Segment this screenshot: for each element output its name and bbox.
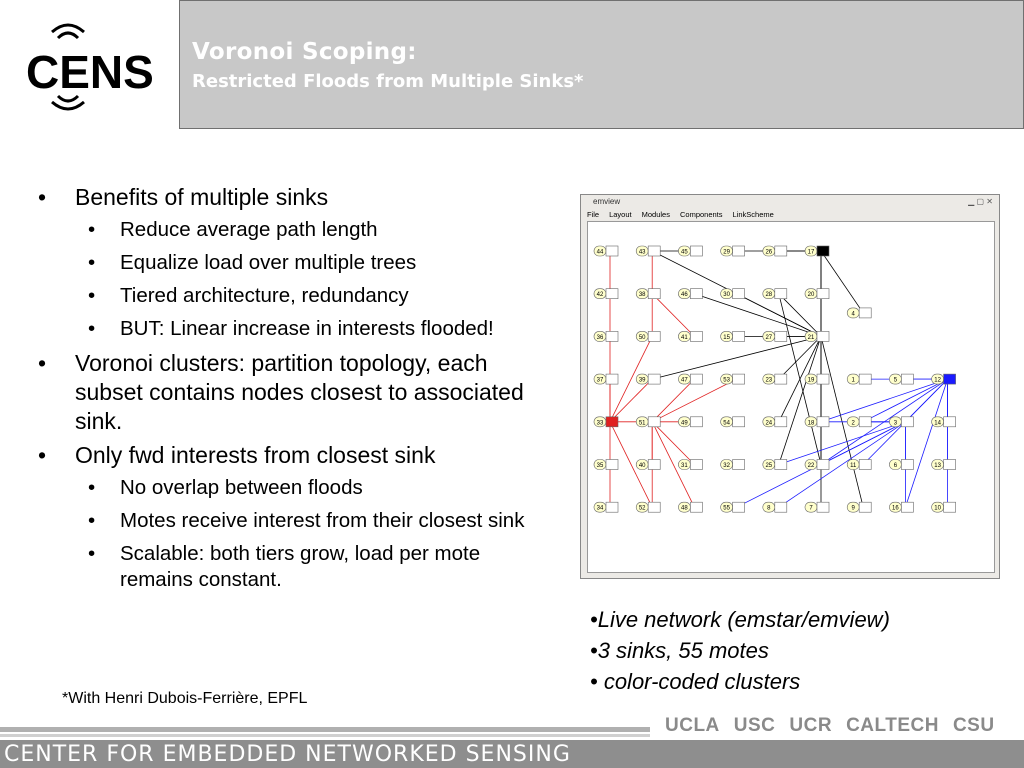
emview-title: emview bbox=[593, 197, 621, 206]
mote-node[interactable] bbox=[763, 460, 787, 470]
bullet-item: • No overlap between floods bbox=[38, 475, 548, 501]
footer-center-name: CENTER FOR EMBEDDED NETWORKED SENSING bbox=[4, 742, 571, 767]
mote-label: 19 bbox=[807, 377, 815, 384]
mote-label: 16 bbox=[892, 505, 899, 512]
mote-label: 37 bbox=[596, 377, 604, 384]
network-link bbox=[652, 422, 694, 465]
mote-node[interactable] bbox=[636, 246, 660, 256]
mote-node[interactable] bbox=[678, 502, 702, 512]
mote-node[interactable] bbox=[721, 417, 745, 427]
mote-label: 9 bbox=[851, 505, 855, 512]
mote-node[interactable] bbox=[721, 331, 745, 341]
university-label: UCLA bbox=[665, 715, 720, 736]
mote-node[interactable] bbox=[721, 246, 745, 256]
mote-label: 25 bbox=[765, 463, 773, 469]
mote-node[interactable] bbox=[636, 331, 660, 341]
mote-node[interactable] bbox=[636, 502, 660, 512]
mote-node[interactable] bbox=[636, 289, 660, 299]
mote-label: 42 bbox=[596, 292, 604, 299]
mote-node[interactable] bbox=[721, 502, 745, 512]
mote-node[interactable] bbox=[678, 460, 702, 470]
network-link bbox=[737, 294, 821, 337]
network-graph bbox=[588, 222, 994, 572]
mote-node[interactable] bbox=[721, 289, 745, 299]
bullet-item: • Only fwd interests from closest sink bbox=[38, 441, 548, 470]
network-link bbox=[905, 379, 947, 507]
network-link bbox=[652, 336, 821, 379]
network-link bbox=[652, 294, 694, 337]
mote-label: 22 bbox=[807, 463, 815, 469]
mote-label: 3 bbox=[893, 420, 898, 427]
mote-label: 47 bbox=[681, 377, 688, 384]
menu-item-layout[interactable]: Layout bbox=[609, 210, 632, 219]
mote-label: 20 bbox=[807, 292, 815, 299]
bullet-item: • Tiered architecture, redundancy bbox=[38, 283, 548, 309]
mote-node[interactable] bbox=[594, 246, 618, 256]
mote-label: 10 bbox=[934, 505, 941, 512]
mote-node[interactable] bbox=[763, 331, 787, 341]
mote-node[interactable] bbox=[889, 374, 913, 384]
bullet-item: • BUT: Linear increase in interests flooded! bbox=[38, 316, 548, 342]
caption-list bbox=[590, 604, 890, 697]
mote-node[interactable] bbox=[721, 374, 745, 384]
mote-label: 35 bbox=[596, 463, 604, 469]
mote-node[interactable] bbox=[805, 502, 829, 512]
menu-item-modules[interactable]: Modules bbox=[641, 210, 670, 219]
mote-node[interactable] bbox=[594, 460, 618, 470]
mote-label: 52 bbox=[638, 505, 646, 512]
mote-label: 40 bbox=[638, 463, 646, 469]
mote-label: 1 bbox=[851, 377, 855, 384]
mote-label: 46 bbox=[681, 292, 688, 299]
mote-node[interactable] bbox=[932, 460, 956, 470]
network-link bbox=[779, 422, 906, 465]
mote-node[interactable] bbox=[678, 331, 702, 341]
network-link bbox=[779, 422, 906, 507]
mote-node[interactable] bbox=[847, 502, 871, 512]
network-link bbox=[821, 379, 948, 422]
mote-label: 55 bbox=[723, 505, 730, 512]
emview-window bbox=[580, 194, 1000, 579]
mote-label: 26 bbox=[765, 249, 773, 256]
mote-node[interactable] bbox=[889, 502, 913, 512]
network-link bbox=[694, 294, 821, 337]
footer-divider bbox=[0, 727, 650, 732]
mote-node[interactable] bbox=[805, 374, 829, 384]
mote-label: 48 bbox=[681, 505, 688, 512]
mote-node[interactable] bbox=[889, 460, 913, 470]
mote-node[interactable] bbox=[678, 374, 702, 384]
bullet-item: • Reduce average path length bbox=[38, 217, 548, 243]
mote-label: 4 bbox=[851, 311, 855, 318]
mote-node[interactable] bbox=[636, 460, 660, 470]
mote-label: 15 bbox=[723, 334, 730, 341]
university-label: USC bbox=[733, 715, 776, 736]
network-link bbox=[779, 336, 821, 379]
cens-logo bbox=[0, 0, 180, 128]
university-label: CSU bbox=[952, 715, 995, 736]
mote-node[interactable] bbox=[636, 374, 660, 384]
mote-label: 44 bbox=[596, 249, 604, 256]
mote-node[interactable] bbox=[847, 308, 871, 318]
footnote: *With Henri Dubois-Ferrière, EPFL bbox=[62, 690, 308, 707]
mote-label: 21 bbox=[807, 334, 815, 341]
mote-node[interactable] bbox=[763, 289, 787, 299]
mote-label: 8 bbox=[767, 505, 771, 512]
title-banner bbox=[179, 0, 1024, 129]
mote-node[interactable] bbox=[763, 246, 787, 256]
mote-label: 43 bbox=[638, 249, 646, 256]
mote-label: 38 bbox=[638, 292, 646, 299]
mote-label: 5 bbox=[893, 377, 898, 384]
mote-node[interactable] bbox=[805, 460, 829, 470]
menu-item-linkscheme[interactable]: LinkScheme bbox=[732, 210, 774, 219]
mote-label: 27 bbox=[765, 334, 773, 341]
page-subtitle: Restricted Floods from Multiple Sinks* bbox=[192, 71, 584, 92]
footer-universities bbox=[665, 715, 1009, 737]
bullet-item: • Motes receive interest from their closest sink bbox=[38, 508, 548, 534]
caption-item: • color-coded clusters bbox=[590, 669, 801, 694]
footer-divider-thin bbox=[0, 734, 650, 737]
mote-label: 28 bbox=[765, 292, 773, 299]
mote-node[interactable] bbox=[932, 417, 956, 427]
caption-item: •Live network (emstar/emview) bbox=[590, 607, 890, 632]
mote-label: 30 bbox=[723, 292, 730, 299]
mote-node[interactable] bbox=[678, 417, 702, 427]
mote-node[interactable] bbox=[636, 417, 660, 427]
mote-node[interactable] bbox=[847, 374, 871, 384]
mote-node[interactable] bbox=[763, 417, 787, 427]
mote-label: 45 bbox=[681, 249, 688, 256]
mote-label: 7 bbox=[809, 505, 813, 512]
mote-node[interactable] bbox=[889, 417, 913, 427]
network-link bbox=[610, 379, 652, 422]
mote-label: 34 bbox=[596, 505, 604, 512]
mote-node[interactable] bbox=[805, 289, 829, 299]
mote-node[interactable] bbox=[678, 246, 702, 256]
university-label: CALTECH bbox=[846, 715, 939, 736]
mote-label: 11 bbox=[850, 463, 857, 469]
caption-item: •3 sinks, 55 motes bbox=[590, 638, 769, 663]
bullet-item: • Scalable: both tiers grow, load per mote remains constant. bbox=[38, 541, 548, 593]
mote-label: 53 bbox=[723, 377, 730, 384]
logo-text: CENS bbox=[26, 46, 154, 98]
mote-node[interactable] bbox=[805, 246, 829, 256]
mote-node[interactable] bbox=[678, 289, 702, 299]
mote-label: 18 bbox=[807, 420, 815, 427]
network-link bbox=[652, 379, 736, 422]
mote-label: 41 bbox=[681, 334, 688, 341]
mote-node[interactable] bbox=[847, 417, 871, 427]
mote-node[interactable] bbox=[594, 417, 618, 427]
mote-node[interactable] bbox=[594, 331, 618, 341]
mote-node[interactable] bbox=[932, 374, 956, 384]
window-controls-icon: ▁ ▢ ✕ bbox=[968, 197, 993, 206]
network-link bbox=[863, 379, 947, 422]
mote-label: 49 bbox=[681, 420, 688, 427]
university-label: UCR bbox=[789, 715, 833, 736]
network-link bbox=[779, 294, 821, 337]
mote-label: 39 bbox=[638, 377, 646, 384]
mote-label: 2 bbox=[851, 420, 855, 427]
page-title: Voronoi Scoping: bbox=[192, 39, 417, 65]
network-link bbox=[652, 379, 694, 422]
mote-label: 13 bbox=[934, 463, 941, 469]
mote-node[interactable] bbox=[932, 502, 956, 512]
mote-node[interactable] bbox=[805, 417, 829, 427]
bullet-item: • Benefits of multiple sinks bbox=[38, 183, 548, 212]
mote-label: 24 bbox=[765, 420, 773, 427]
mote-node[interactable] bbox=[594, 374, 618, 384]
mote-label: 17 bbox=[807, 249, 815, 256]
network-link bbox=[821, 251, 863, 313]
menu-item-file[interactable]: File bbox=[587, 210, 600, 219]
mote-node[interactable] bbox=[763, 374, 787, 384]
bullet-item: • Voronoi clusters: partition topology, each subset contains nodes closest to associated sink. bbox=[38, 349, 548, 436]
emview-menubar bbox=[587, 210, 784, 219]
network-link bbox=[779, 336, 821, 464]
mote-label: 6 bbox=[893, 463, 898, 469]
network-canvas bbox=[587, 221, 995, 573]
mote-label: 31 bbox=[681, 463, 688, 469]
menu-item-components[interactable]: Components bbox=[679, 210, 723, 219]
mote-label: 32 bbox=[723, 463, 730, 469]
bullet-list bbox=[38, 183, 548, 600]
mote-node[interactable] bbox=[721, 460, 745, 470]
mote-node[interactable] bbox=[594, 502, 618, 512]
mote-label: 54 bbox=[723, 420, 730, 427]
cens-logo-icon bbox=[0, 0, 180, 128]
mote-label: 23 bbox=[765, 377, 773, 384]
mote-node[interactable] bbox=[763, 502, 787, 512]
mote-label: 14 bbox=[934, 420, 941, 427]
mote-label: 29 bbox=[723, 249, 730, 256]
mote-node[interactable] bbox=[594, 289, 618, 299]
mote-label: 50 bbox=[638, 334, 646, 341]
mote-label: 12 bbox=[934, 377, 941, 384]
mote-label: 33 bbox=[596, 420, 604, 427]
mote-label: 51 bbox=[638, 420, 646, 427]
mote-node[interactable] bbox=[805, 331, 829, 341]
mote-label: 36 bbox=[596, 334, 604, 341]
mote-node[interactable] bbox=[847, 460, 871, 470]
bullet-item: • Equalize load over multiple trees bbox=[38, 250, 548, 276]
